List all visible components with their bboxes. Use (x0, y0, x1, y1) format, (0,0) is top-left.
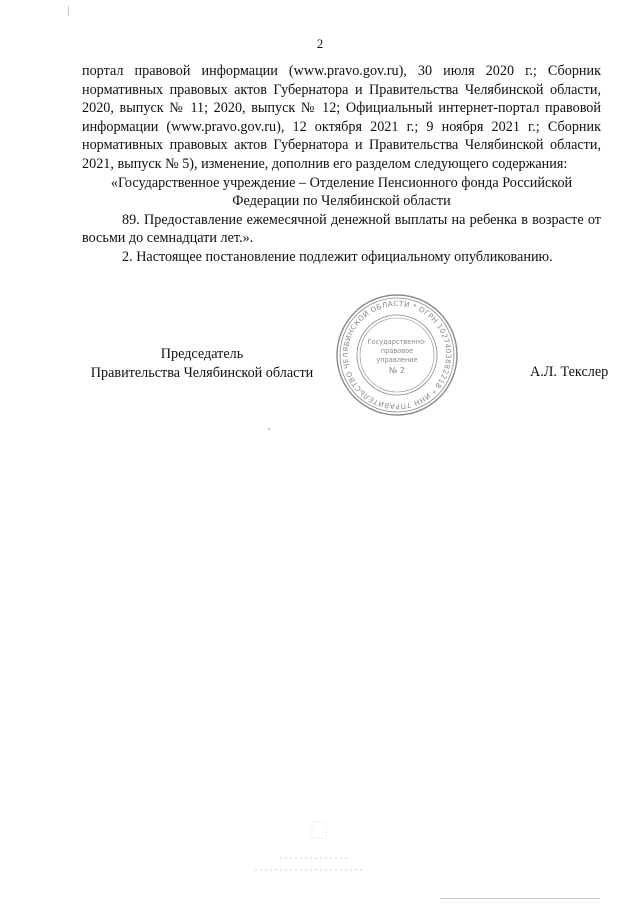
seal-center-line3: управление (376, 356, 418, 364)
page-number: 2 (316, 36, 324, 51)
svg-text:ПРАВИТЕЛЬСТВО ЧЕЛЯБИНСКОЙ ОБЛА (334, 292, 460, 418)
seal-center-line4: № 2 (389, 366, 405, 375)
document-body (82, 62, 601, 267)
seal-center-line2: правовое (380, 347, 414, 355)
scan-artifact (440, 898, 600, 899)
seal-graphic (334, 292, 460, 418)
paragraph-publication: 2. Настоящее постановление подлежит официальному опубликованию. (122, 248, 553, 265)
signatory-title (82, 345, 322, 382)
scan-artifact (268, 428, 270, 430)
signatory-title-line1: Председатель (160, 346, 244, 362)
official-seal (334, 292, 460, 418)
paragraph-item-89: 89. Предоставление ежемесячной денежной выплаты на ребенка в возрасте от восьми до семнадцати лет.». (82, 211, 601, 247)
scan-artifact (68, 6, 69, 16)
signatory-title-line2: Правительства Челябинской области (90, 364, 314, 381)
seal-center-line1: Государственно- (367, 338, 427, 346)
paragraph-amendment-sources: портал правовой информации (www.pravo.gov.ru), 30 июля 2020 г.; Сборник нормативных правовых актов Губернатора и Правительства Челябинской области, 2020, выпуск № 11; 2020, выпуск № 12; Официальный интернет-портал правовой информации (www.pravo.gov.ru), 12 октября 2021 г.; 9 ноября 2021 г.; Сборник нормативных правовых актов Губернатора и Правительства Челябинской области, 2021, выпуск № 5), изменение, дополнив его разделом следующего содержания: (82, 63, 601, 172)
signatory-name: А.Л. Текслер (530, 364, 609, 380)
seal-ring-text: ПРАВИТЕЛЬСТВО ЧЕЛЯБИНСКОЙ ОБЛАСТИ * ОГРН 1027403882218 * ИНН 7453042717 (340, 298, 454, 412)
faint-registration-stamp (250, 818, 370, 878)
paragraph-section-heading: «Государственное учреждение – Отделение Пенсионного фонда Российской Федерации по Челябинской области (110, 174, 573, 210)
